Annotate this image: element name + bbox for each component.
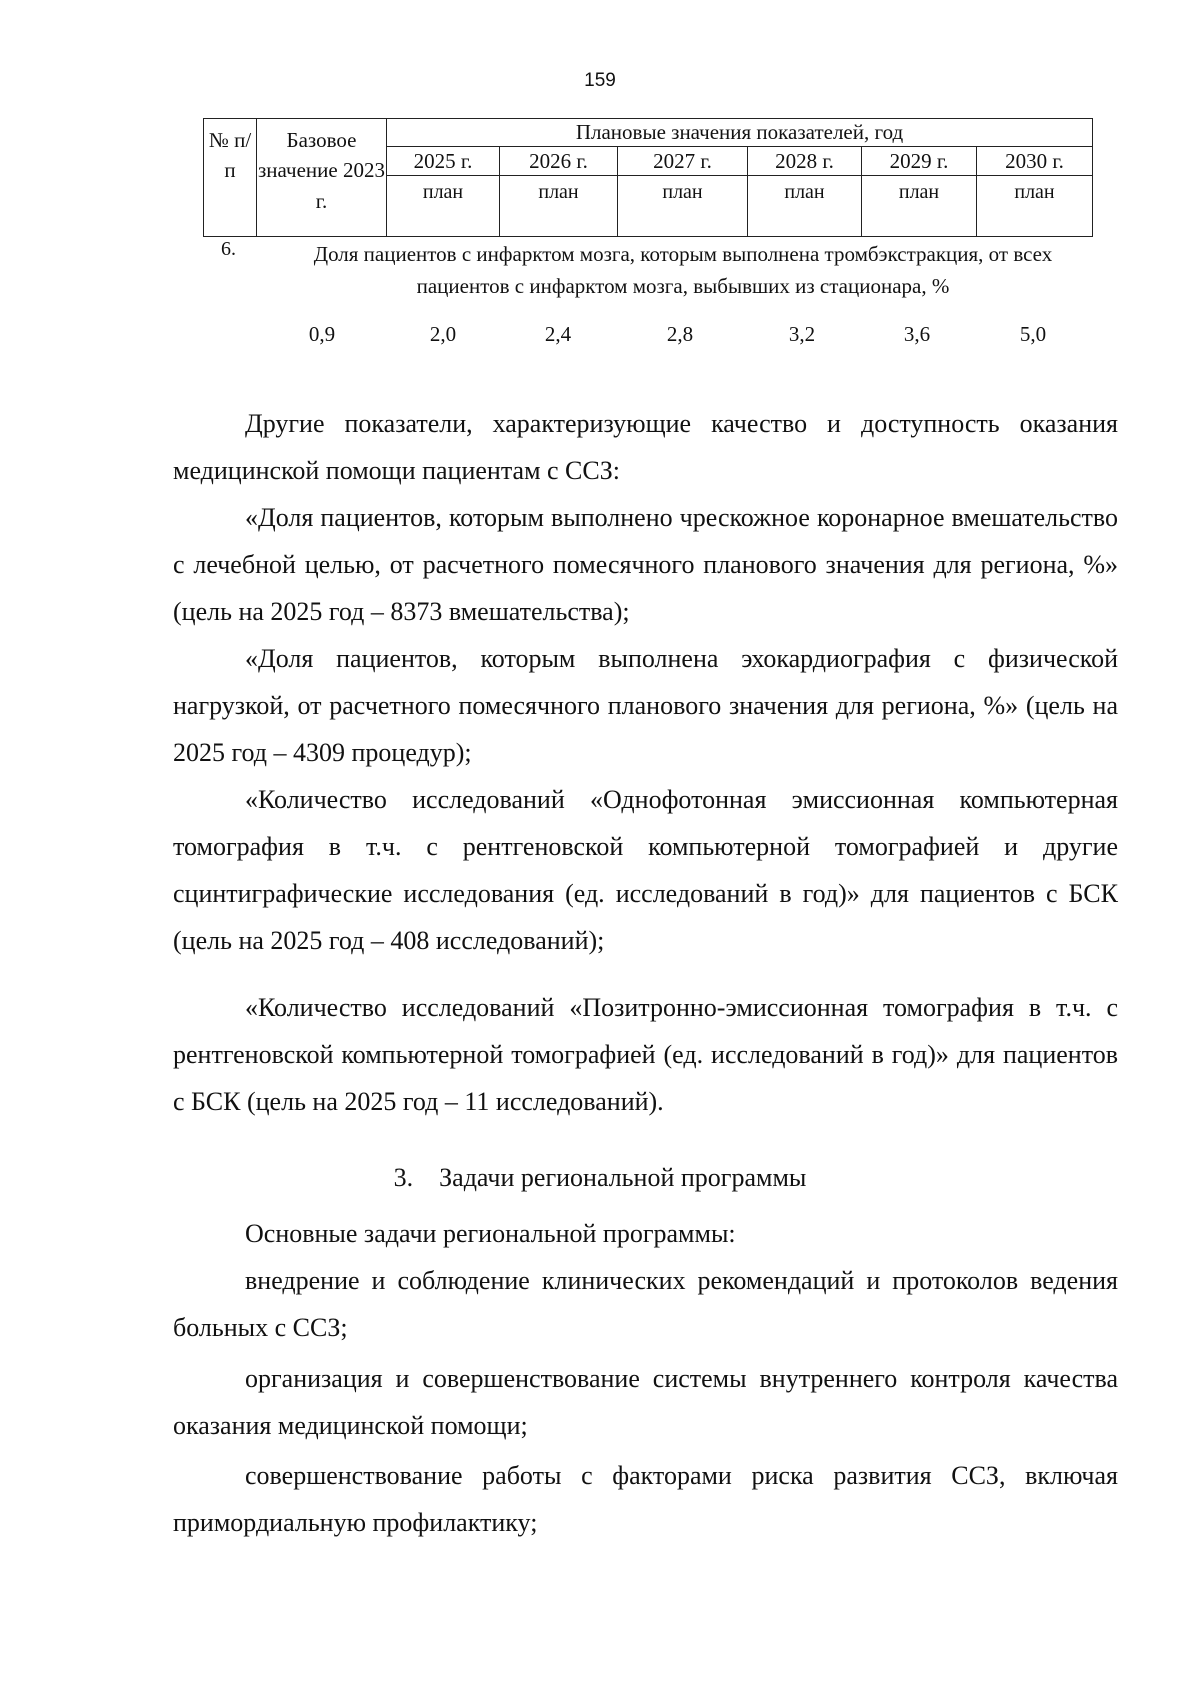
header-plan-2029: план [862,176,977,237]
value-2030: 5,0 [1019,322,1047,346]
value-2027: 2,8 [666,322,694,346]
value-2029: 3,6 [903,322,931,346]
value-2026: 2,4 [544,322,572,346]
indicator-row-title: Доля пациентов с инфарктом мозга, которым выполнена тромбэкстракция, от всех пациентов с инфарктом мозга, выбывших из стационара, % [313,242,1053,298]
header-year-2026: 2026 г. [500,147,618,176]
paragraph-pet-count: «Количество исследований «Позитронно-эмиссионная томография в т.ч. с рентгеновской компьютерной томографией (ед. исследований в год)» для пациентов с БСК (цель на 2025 год – 11 исследований). [173,993,1118,1116]
header-plan-2025: план [387,176,500,237]
paragraph-echo-share: «Доля пациентов, которым выполнена эхокардиография с физической нагрузкой, от расчетного помесячного планового значения для региона, %» (цель на 2025 год – 4309 процедур); [173,644,1118,767]
header-base-value-column: Базовое значение 2023 г. [257,119,387,237]
paragraph-pci-share: «Доля пациентов, которым выполнено чрескожное коронарное вмешательство с лечебной целью, от расчетного помесячного планового значения для региона, %» (цель на 2025 год – 8373 вмешательства); [173,503,1118,626]
paragraph-task-risk-factors: совершенствование работы с факторами риска развития ССЗ, включая примордиальную профилактику; [173,1461,1118,1537]
header-year-2027: 2027 г. [618,147,748,176]
header-plan-2026: план [500,176,618,237]
header-year-2028: 2028 г. [748,147,862,176]
paragraph-task-quality-control: организация и совершенствование системы внутреннего контроля качества оказания медицинской помощи; [173,1364,1118,1440]
paragraph-spect-count: «Количество исследований «Однофотонная эмиссионная компьютерная томография в т.ч. с рентгеновской компьютерной томографией и другие сцинтиграфические исследования (ед. исследований в год)» для пациентов с БСК (цель на 2025 год – 408 исследований); [173,785,1118,955]
paragraph-main-tasks: Основные задачи региональной программы: [245,1219,736,1248]
header-plan-2027: план [618,176,748,237]
header-plan-2028: план [748,176,862,237]
header-year-2025: 2025 г. [387,147,500,176]
section-heading: 3. Задачи региональной программы [393,1163,807,1192]
header-plan-2030: план [977,176,1093,237]
paragraph-task-guidelines: внедрение и соблюдение клинических рекомендаций и протоколов ведения больных с ССЗ; [173,1266,1118,1342]
header-year-2029: 2029 г. [862,147,977,176]
header-number-column: № п/п [204,119,257,237]
value-2025: 2,0 [429,322,457,346]
paragraph-other-indicators: Другие показатели, характеризующие качество и доступность оказания медицинской помощи пациентам с ССЗ: [173,409,1118,485]
header-year-2030: 2030 г. [977,147,1093,176]
indicator-row-number: 6. [221,238,236,260]
value-base-2023: 0,9 [308,322,336,346]
header-planned-values: Плановые значения показателей, год [387,119,1093,147]
indicators-table-header [203,118,1093,237]
page-number: 159 [584,70,616,91]
value-2028: 3,2 [788,322,816,346]
